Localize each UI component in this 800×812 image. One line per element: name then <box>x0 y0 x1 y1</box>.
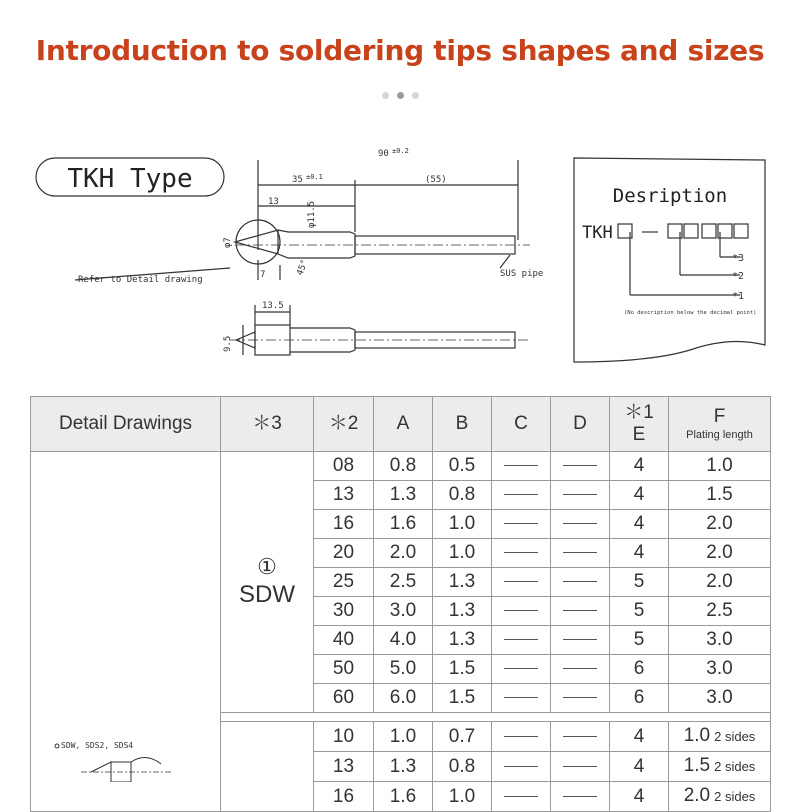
cell-d <box>551 782 610 812</box>
tkh-technical-drawing <box>30 140 550 370</box>
header-star3: ＊3 <box>221 397 314 452</box>
cell-d <box>551 626 610 655</box>
cell-a: 1.0 <box>374 722 433 752</box>
cell-c <box>492 568 551 597</box>
cell-f-note: 2 sides <box>714 789 756 804</box>
dash-mark <box>504 766 538 767</box>
dash-mark <box>504 465 538 466</box>
cell-d <box>551 452 610 481</box>
carousel-dot-1[interactable] <box>382 92 389 99</box>
dash-mark <box>563 465 597 466</box>
cell-b: 0.8 <box>433 752 492 782</box>
cell-a: 1.6 <box>374 510 433 539</box>
cell-b: 1.0 <box>433 782 492 812</box>
header-f-sub: Plating length <box>686 429 753 441</box>
cell-d <box>551 722 610 752</box>
cell-c <box>492 510 551 539</box>
header-b: B <box>433 397 492 452</box>
cell-a: 2.0 <box>374 539 433 568</box>
cell-star2: 10 <box>314 722 374 752</box>
cell-a: 3.0 <box>374 597 433 626</box>
cell-b: 0.8 <box>433 481 492 510</box>
dash-mark <box>563 668 597 669</box>
header-e: E <box>632 424 646 445</box>
detail-drawing-cell <box>31 452 221 812</box>
detail-caption: SDW, SDS2, SDS4 <box>61 741 134 750</box>
description-card <box>560 140 770 370</box>
cell-a: 1.3 <box>374 752 433 782</box>
star3-label: *3 <box>732 253 745 264</box>
cell-d <box>551 568 610 597</box>
cell-star2: 20 <box>314 539 374 568</box>
cell-star2: 60 <box>314 684 374 713</box>
carousel-dot-2[interactable] <box>397 92 404 99</box>
type-label: TKH Type <box>67 164 193 194</box>
dim-dia115: φ11.5 <box>307 200 317 228</box>
dash-mark <box>504 697 538 698</box>
cell-e: 4 <box>610 510 669 539</box>
header-f-label: F <box>713 406 726 427</box>
description-heading: Desription <box>612 185 728 207</box>
cell-f: 3.0 <box>669 684 771 713</box>
dash-mark <box>563 552 597 553</box>
cell-star2: 13 <box>314 481 374 510</box>
cell-f: 3.0 <box>669 626 771 655</box>
cell-b: 0.7 <box>433 722 492 752</box>
star1-label: *1 <box>732 291 745 302</box>
cell-b: 0.5 <box>433 452 492 481</box>
cell-a: 2.5 <box>374 568 433 597</box>
table-row <box>31 452 771 481</box>
cell-d <box>551 597 610 626</box>
refer-note: Refer to Detail drawing <box>78 275 203 285</box>
cell-a: 6.0 <box>374 684 433 713</box>
dim-35-tol: ±0.1 <box>306 173 323 181</box>
dash-mark <box>563 796 597 797</box>
dim-13: 13 <box>268 197 279 207</box>
dash-mark <box>504 668 538 669</box>
carousel-dot-3[interactable] <box>412 92 419 99</box>
header-star2: ＊2 <box>314 397 374 452</box>
cell-f-value: 1.5 <box>683 755 711 776</box>
group-number: ① <box>257 554 277 579</box>
cell-d <box>551 510 610 539</box>
cell-a: 4.0 <box>374 626 433 655</box>
dash-mark <box>504 796 538 797</box>
dim-45: 45° <box>295 258 311 278</box>
cell-b: 1.3 <box>433 597 492 626</box>
cell-f: 2.0 <box>669 568 771 597</box>
cell-c <box>492 626 551 655</box>
code-prefix: TKH <box>582 223 613 243</box>
dash-mark <box>563 610 597 611</box>
cell-e: 5 <box>610 626 669 655</box>
cell-star2: 16 <box>314 782 374 812</box>
group-sdw-cell <box>221 452 314 713</box>
cell-c <box>492 752 551 782</box>
cell-f-note: 2 sides <box>714 729 756 744</box>
dash-mark <box>563 494 597 495</box>
header-f <box>669 397 771 452</box>
cell-f: 1.5 <box>669 481 771 510</box>
cell-f: 2.0 <box>669 539 771 568</box>
cell-e: 5 <box>610 568 669 597</box>
dim-95: 9.5 <box>223 335 233 352</box>
cell-f <box>669 722 771 752</box>
cell-a: 1.6 <box>374 782 433 812</box>
dash-mark <box>563 523 597 524</box>
cell-d <box>551 752 610 782</box>
cell-c <box>492 481 551 510</box>
dash-mark <box>563 697 597 698</box>
cell-c <box>492 597 551 626</box>
cell-c <box>492 722 551 752</box>
cell-f: 1.0 <box>669 452 771 481</box>
cell-a: 1.3 <box>374 481 433 510</box>
cell-star2: 40 <box>314 626 374 655</box>
cell-f-value: 1.0 <box>683 725 711 746</box>
dash-mark <box>563 639 597 640</box>
cell-b: 1.3 <box>433 626 492 655</box>
star2-label: *2 <box>732 271 745 282</box>
cell-star2: 13 <box>314 752 374 782</box>
cell-f: 2.5 <box>669 597 771 626</box>
header-a: A <box>374 397 433 452</box>
cell-c <box>492 655 551 684</box>
description-note: (No description below the decimal point) <box>624 310 757 316</box>
cell-e: 4 <box>610 722 669 752</box>
header-star1: ＊1 <box>624 402 654 423</box>
dash-mark <box>504 494 538 495</box>
dash-mark <box>504 610 538 611</box>
cell-star2: 16 <box>314 510 374 539</box>
carousel-dots <box>0 92 800 99</box>
cell-c <box>492 452 551 481</box>
dash-mark <box>563 736 597 737</box>
cell-b: 1.3 <box>433 568 492 597</box>
cell-d <box>551 481 610 510</box>
dim-dia7: φ7 <box>223 237 233 248</box>
dim-135: 13.5 <box>262 301 284 311</box>
dim-total-tol: ±0.2 <box>392 147 409 155</box>
cell-b: 1.5 <box>433 684 492 713</box>
cell-e: 4 <box>610 752 669 782</box>
cell-f-value: 2.0 <box>683 785 711 806</box>
header-d: D <box>551 397 610 452</box>
cell-b: 1.0 <box>433 510 492 539</box>
cell-f <box>669 782 771 812</box>
cell-f: 2.0 <box>669 510 771 539</box>
cell-e: 4 <box>610 481 669 510</box>
cell-c <box>492 684 551 713</box>
separator-cell <box>221 713 771 722</box>
cell-d <box>551 539 610 568</box>
header-star1-e <box>610 397 669 452</box>
sus-pipe-label: SUS pipe <box>500 269 544 279</box>
detail-drawing <box>31 452 219 782</box>
dash-mark <box>504 552 538 553</box>
dash-mark <box>563 581 597 582</box>
dash-mark <box>504 736 538 737</box>
page-title: Introduction to soldering tips shapes and sizes <box>35 34 765 67</box>
cell-star2: 30 <box>314 597 374 626</box>
dash-mark <box>504 581 538 582</box>
cell-c <box>492 539 551 568</box>
cell-f-note: 2 sides <box>714 759 756 774</box>
cell-d <box>551 655 610 684</box>
dash-mark <box>563 766 597 767</box>
cell-e: 5 <box>610 597 669 626</box>
table-header-row <box>31 397 771 452</box>
group-name: SDW <box>239 581 295 608</box>
spec-table <box>30 396 771 812</box>
cell-star2: 50 <box>314 655 374 684</box>
cell-e: 6 <box>610 655 669 684</box>
cell-f <box>669 752 771 782</box>
cell-star2: 25 <box>314 568 374 597</box>
cell-c <box>492 782 551 812</box>
cell-e: 4 <box>610 782 669 812</box>
header-c: C <box>492 397 551 452</box>
cell-star2: 08 <box>314 452 374 481</box>
cell-f: 3.0 <box>669 655 771 684</box>
cell-e: 4 <box>610 539 669 568</box>
cell-a: 0.8 <box>374 452 433 481</box>
group2-cell <box>221 722 314 812</box>
dim-35: 35 <box>292 175 303 185</box>
dim-55: (55) <box>425 175 447 185</box>
cell-d <box>551 684 610 713</box>
cell-e: 4 <box>610 452 669 481</box>
cell-a: 5.0 <box>374 655 433 684</box>
cell-b: 1.5 <box>433 655 492 684</box>
dash-mark <box>504 523 538 524</box>
header-detail: Detail Drawings <box>31 397 221 452</box>
dim-7: 7 <box>260 270 266 280</box>
dash-mark <box>504 639 538 640</box>
cell-e: 6 <box>610 684 669 713</box>
cell-b: 1.0 <box>433 539 492 568</box>
dim-total: 90 <box>378 149 389 159</box>
